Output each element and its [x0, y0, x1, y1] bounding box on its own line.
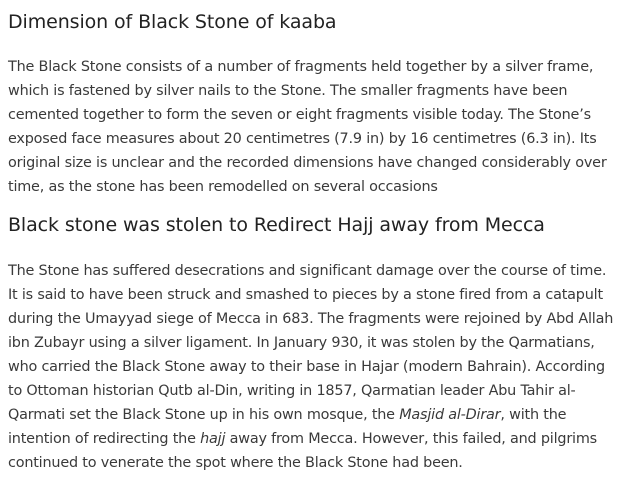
paragraph-text-part2: , with the intention of redirecting the: [8, 407, 567, 447]
paragraph-text-part3: away from Mecca. However, this failed, and pilgrims continued to venerate the spot where the Black Stone had been.: [8, 431, 597, 471]
section-heading-dimension: Dimension of Black Stone of kaaba: [8, 11, 337, 33]
paragraph-italic-masjid: Masjid al-Dirar: [399, 407, 501, 423]
paragraph-text-part1: The Stone has suffered desecrations and significant damage over the course of time. It is said to have been struck and smashed to pieces by a stone fired from a catapult during the Umayyad siege of Mecca in 683. The fragments were rejoined by Abd Allah ibn Zubayr using a silver ligament. In January 930, it was stolen by the Qarmatians, who carried the Black Stone away to their base in Hajar (modern Bahrain). According to Ottoman historian Qutb al-Din, writing in 1857, Qarmatian leader Abu Tahir al-Qarmati set the Black Stone up in his own mosque, the: [8, 263, 614, 423]
section-heading-stolen: Black stone was stolen to Redirect Hajj away from Mecca: [8, 214, 545, 236]
section-paragraph-dimension: The Black Stone consists of a number of fragments held together by a silver frame, which is fastened by silver nails to the Stone. The smaller fragments have been cemented together to form the seven or eight fragments visible today. The Stone’s exposed face measures about 20 centimetres (7.9 in) by 16 centimetres (6.3 in). Its original size is unclear and the recorded dimensions have changed considerably over time, as the stone has been remodelled on several occasions: [8, 59, 607, 195]
section-paragraph-stolen: [8, 259, 620, 475]
paragraph-italic-hajj: hajj: [200, 431, 226, 447]
